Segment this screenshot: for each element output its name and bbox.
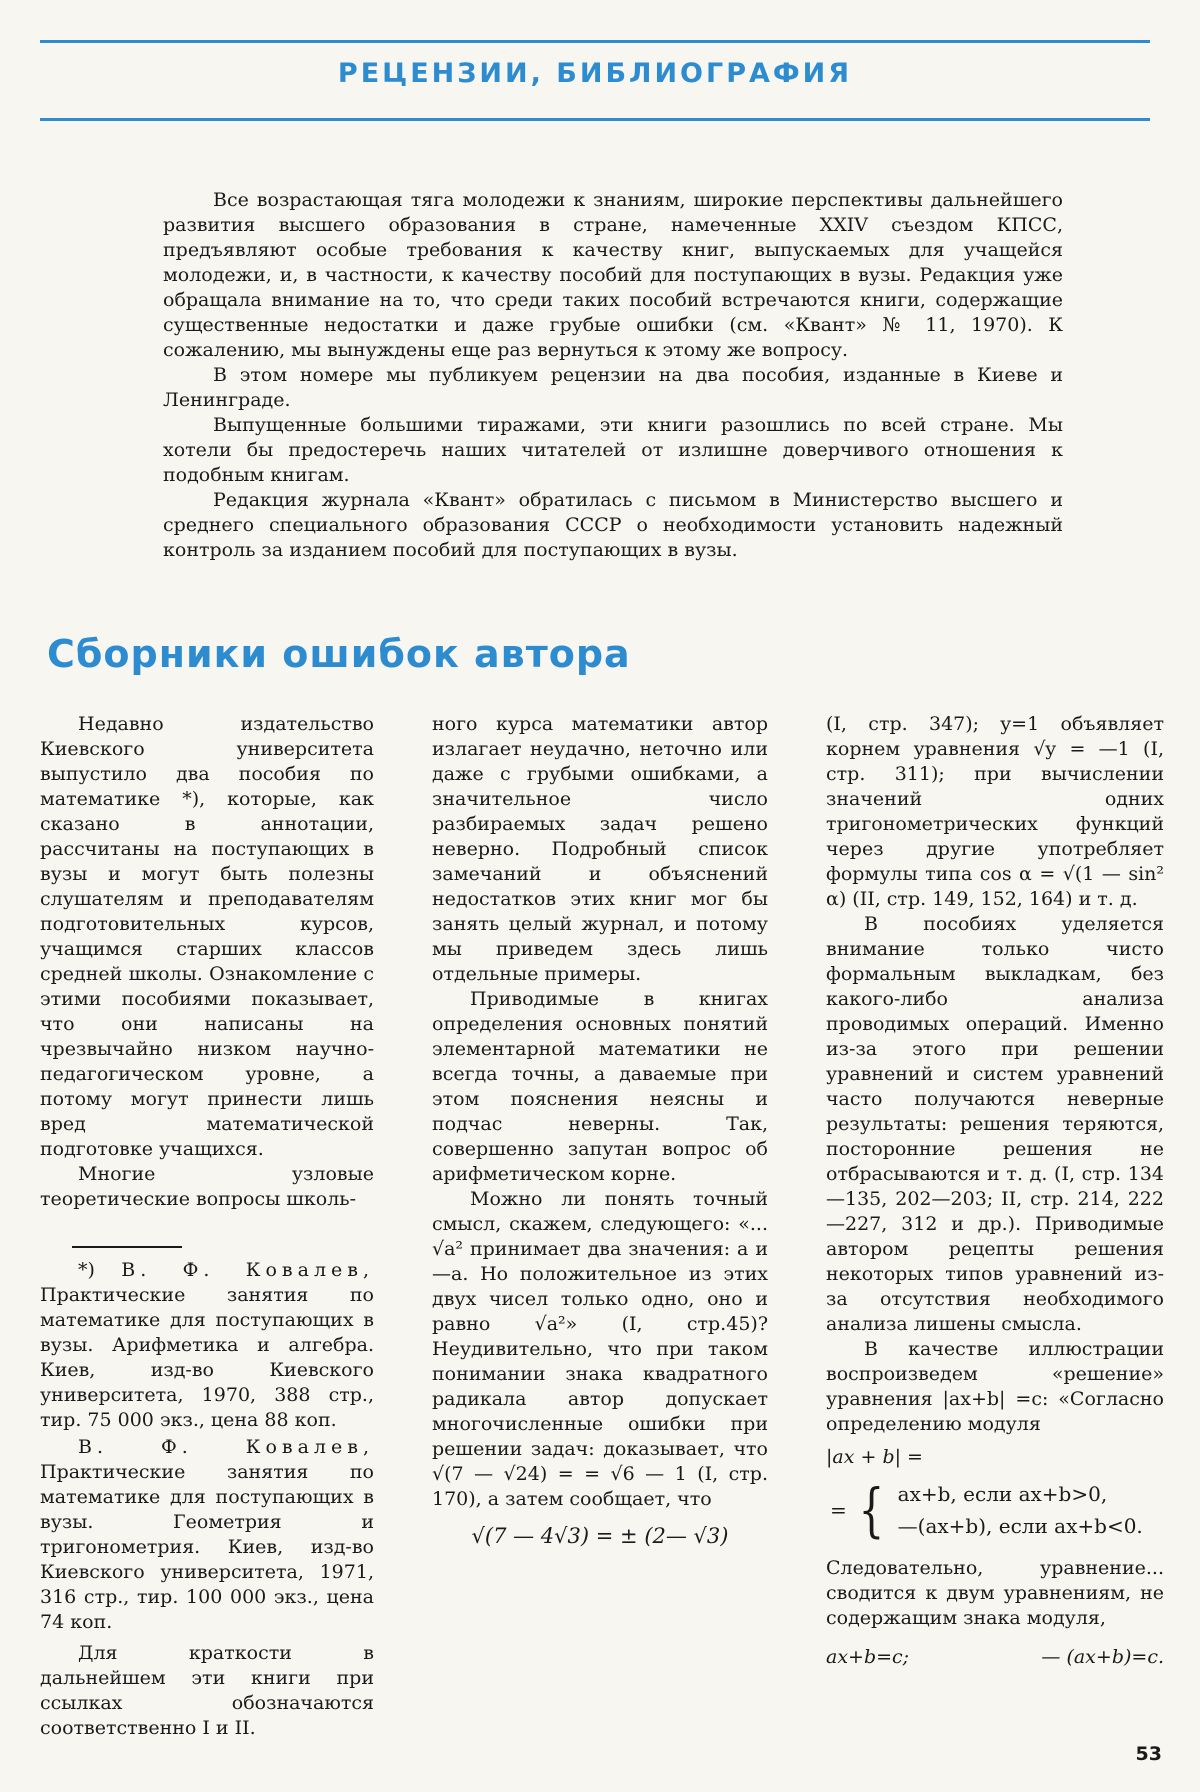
equation: ax+b=c; [826,1646,910,1668]
intro-paragraph: В этом номере мы публикуем рецензии на два пособия, изданные в Киеве и Ленинграде. [163,364,1063,411]
editorial-intro [163,188,1063,563]
formula: √(7 — 4√3) = ± (2— √3) [471,1524,729,1548]
body-paragraph: Недавно издательство Киевского университета выпустило два пособия по математике *), которые, как сказано в аннотации, рассчитаны на поступающих в вузы и могут быть полезны слушателям и преподавателям подготовительных курсов, учащимся старших классов средней школы. Ознакомление с этими пособиями показывает, что они написаны на чрезвычайно низком научно-педагогическом уровне, а потому могут принести лишь вред математической подготовке учащихся. [40,713,374,1160]
equation-pair [826,1645,1164,1670]
footnote [40,1258,374,1635]
intro-paragraph: Все возрастающая тяга молодежи к знаниям, широкие перспективы дальнейшего развития высшего образования в стране, намеченные XXIV съездом КПСС, предъявляют особые требования к качеству книг, выпускаемых для учащейся молодежи, и, в частности, к качеству пособий для поступающих в вузы. Редакция уже обращала внимание на то, что среди таких пособий встречаются книги, содержащие существенные недостатки и даже грубые ошибки (см. «Квант» № 11, 1970). К сожалению, мы вынуждены еще раз вернуться к этому же вопросу. [163,189,1063,361]
brace-glyph: { [858,1476,885,1544]
body-paragraph: ного курса математики автор излагает неудачно, неточно или даже с грубыми ошибками, а значительное число разбираемых задач решено неверно. Подробный список замечаний и объяснений недостатков этих книг мог бы занять целый журнал, и потому мы приведем здесь лишь отдельные примеры. [432,713,768,985]
footnote-author: В. Ф. Ковалев, [78,1436,374,1458]
footnote-entry-1 [40,1258,374,1433]
body-paragraph: Можно ли понять точный смысл, скажем, следующего: «... √a² принимает два значения: a и —a. Но положительное из этих двух чисел только одно, оно и равно √a²» (I, стр.45)? Неудивительно, что при таком понимании знака квадратного радикала автор допускает многочисленные ошибки при решении задач: доказывает, что √(7 — √24) = = √6 — 1 (I, стр. 170), а затем сообщает, что [432,1188,768,1510]
body-paragraph: Для краткости в дальнейшем эти книги при ссылках обозначаются соответственно I и II. [40,1642,374,1739]
piecewise-case: —(ax+b), если ax+b<0. [897,1514,1143,1538]
header-rule-bottom [40,118,1150,121]
article-column-1 [40,712,374,1741]
footnote-rule [72,1246,182,1248]
intro-paragraph: Выпущенные большими тиражами, эти книги разошлись по всей стране. Мы хотели бы предостеречь наших читателей от излишне доверчивого отношения к подобным книгам. [163,414,1063,486]
body-paragraph: (I, стр. 347); y=1 объявляет корнем уравнения √y = —1 (I, стр. 311); при вычислении значений одних тригонометрических функций через другие употребляет формулы типа cos α = √(1 — sin² α) (II, стр. 149, 152, 164) и т. д. [826,713,1164,910]
footnote-text: Практические занятия по математике для поступающих в вузы. Арифметика и алгебра. Киев, изд-во Киевского университета, 1970, 388 стр., тир. 75 000 экз., цена 88 коп. [40,1284,374,1431]
article-column-3 [826,712,1164,1670]
piecewise-case: ax+b, если ax+b>0, [897,1482,1108,1506]
section-title: РЕЦЕНЗИИ, БИБЛИОГРАФИЯ [337,58,853,89]
body-paragraph: Приводимые в книгах определения основных понятий элементарной математики не всегда точны, а даваемые при этом пояснения неясны и подчас неверны. Так, совершенно запутан вопрос об арифметическом корне. [432,988,768,1185]
footnote-author: В. Ф. Ковалев, [121,1259,374,1281]
body-paragraph: Следовательно, уравнение... сводится к двум уравнениям, не содержащим знака модуля, [826,1557,1164,1629]
article-column-2 [432,712,768,1559]
body-paragraph: В пособиях уделяется внимание только чисто формальным выкладкам, без какого-либо анализа проводимых операций. Именно из-за этого при решении уравнений и систем уравнений часто получаются неверные результаты: решения теряются, посторонние решения не отбрасываются и т. д. (I, стр. 134—135, 202—203; II, стр. 214, 222—227, 312 и др.). Приводимые автором рецепты решения некоторых типов уравнений из-за отсутствия необходимого анализа лишены смысла. [826,913,1164,1335]
footnote-marker: *) [78,1259,122,1281]
article-title: Сборники ошибок автора [47,632,631,676]
page-number: 53 [1135,1743,1162,1765]
equals-sign: = [830,1497,847,1522]
modulus-definition-lhs: |ax + b| = [826,1446,923,1468]
intro-paragraph: Редакция журнала «Квант» обратилась с письмом в Министерство высшего и среднего специального образования СССР о необходимости установить надежный контроль за изданием пособий для поступающих в вузы. [163,489,1063,561]
piecewise-formula [830,1478,1164,1542]
equation: — (ax+b)=c. [1041,1646,1164,1668]
header-rule-top [40,40,1150,43]
footnote-text: Практические занятия по математике для поступающих в вузы. Геометрия и тригонометрия. Киев, изд-во Киевского университета, 1971, 316 стр., тир. 100 000 экз., цена 74 коп. [40,1461,374,1633]
body-paragraph: В качестве иллюстрации воспроизведем «решение» уравнения |ax+b| =c: «Согласно определению модуля [826,1338,1164,1435]
body-paragraph: Многие узловые теоретические вопросы школь- [40,1163,374,1210]
footnote-entry-2 [40,1435,374,1635]
piecewise-cases [898,1478,1143,1542]
